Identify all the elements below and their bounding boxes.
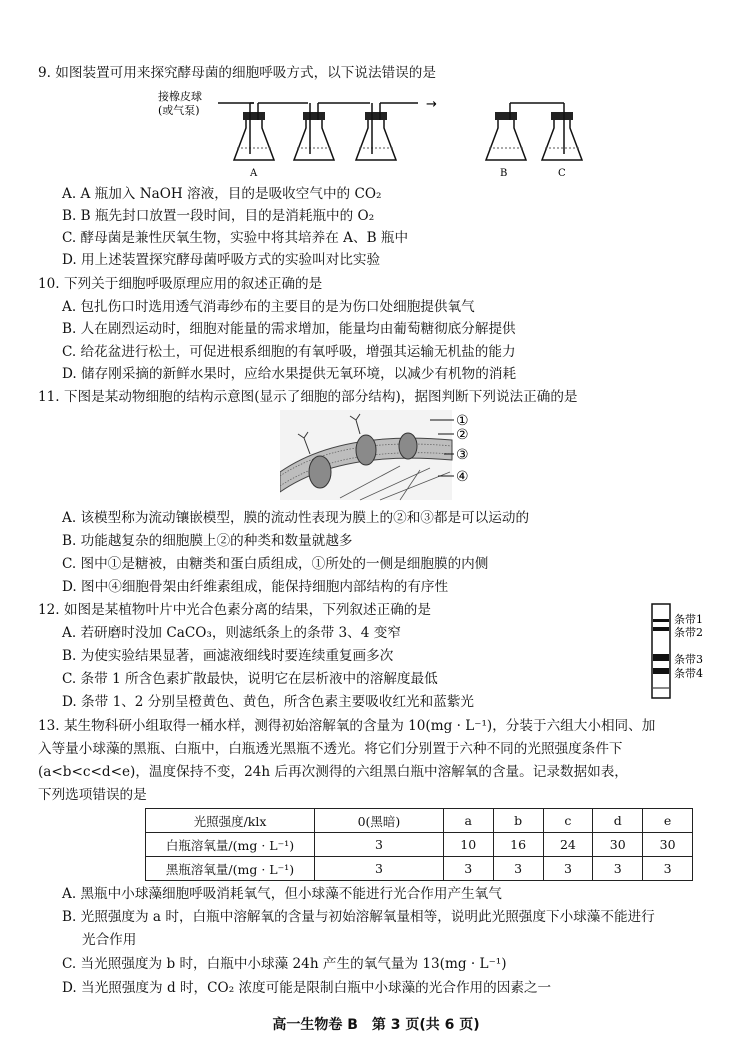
table-header-cell: d [593,809,643,833]
q10-option-b: B. 人在剧烈运动时，细胞对能量的需求增加，能量均由葡萄糖彻底分解提供 [62,321,516,337]
table-header-cell: 光照强度/klx [146,809,315,833]
table-cell: 3 [643,857,693,881]
q12-option-d: D. 条带 1、2 分别呈橙黄色、黄色，所含色素主要吸收红光和蓝紫光 [62,694,475,710]
q10-option-a: A. 包扎伤口时选用透气消毒纱布的主要目的是为伤口处细胞提供氧气 [62,299,475,315]
marker-1: ① [456,413,469,429]
q13-option-b-cont: 光合作用 [82,932,137,948]
fig-label-pump-alt: (或气泵) [158,104,200,117]
band-1-label: 条带1 [674,613,703,626]
band-2-label: 条带2 [674,626,703,639]
marker-2: ② [456,427,469,443]
q11-stem: 11. 下图是某动物细胞的结构示意图(显示了细胞的部分结构)，据图判断下列说法正确的是 [38,389,578,405]
table-header-cell: e [643,809,693,833]
table-cell: 3 [315,833,444,857]
marker-4: ④ [456,469,469,485]
light-oxygen-table [145,808,693,881]
q12-stem: 12. 如图是某植物叶片中光合色素分离的结果，下列叙述正确的是 [38,602,431,618]
fig-label-a: A [250,168,258,179]
table-header-row [146,809,693,833]
q12-option-c: C. 条带 1 所含色素扩散最快，说明它在层析液中的溶解度最低 [62,671,438,687]
q10-option-c: C. 给花盆进行松土，可促进根系细胞的有氧呼吸，增强其运输无机盐的能力 [62,344,516,360]
flask-1 [234,103,274,160]
q10-option-d: D. 储存刚采摘的新鲜水果时，应给水果提供无氧环境，以减少有机物的消耗 [62,366,517,382]
q11-option-a: A. 该模型称为流动镶嵌模型，膜的流动性表现为膜上的②和③都是可以运动的 [62,510,530,526]
q9-option-a: A. A 瓶加入 NaOH 溶液，目的是吸收空气中的 CO₂ [62,186,382,202]
table-cell: 3 [315,857,444,881]
q13-stem-4: 下列选项错误的是 [38,787,147,803]
table-header-cell: 0(黑暗) [315,809,444,833]
arrow-right-icon: → [426,97,437,112]
q9-option-d: D. 用上述装置探究酵母菌呼吸方式的实验叫对比实验 [62,252,381,268]
q12-option-a: A. 若研磨时没加 CaCO₃，则滤纸条上的条带 3、4 变窄 [62,625,401,641]
table-header-cell: a [443,809,493,833]
q9-stem: 9. 如图装置可用来探究酵母菌的细胞呼吸方式，以下说法错误的是 [38,65,436,81]
table-cell: 3 [493,857,543,881]
q13-option-c: C. 当光照强度为 b 时，白瓶中小球藻 24h 产生的氧气量为 13(mg · L⁻¹) [62,956,507,972]
flask-2 [294,103,334,160]
band-4-label: 条带4 [674,667,703,680]
table-cell: 白瓶溶氧量/(mg · L⁻¹) [146,833,315,857]
q13-stem-1: 13. 某生物科研小组取得一桶水样，测得初始溶解氧的含量为 10(mg · L⁻¹)，分装于六组大小相同、加 [38,718,656,734]
fig-label-pump: 接橡皮球 [158,90,202,103]
table-cell: 3 [443,857,493,881]
q9-option-c: C. 酵母菌是兼性厌氧生物，实验中将其培养在 A、B 瓶中 [62,230,409,246]
table-cell: 10 [443,833,493,857]
q13-option-b: B. 光照强度为 a 时，白瓶中溶解氧的含量与初始溶解氧量相等，说明此光照强度下小球藻不能进行 [62,909,655,925]
band-3-label: 条带3 [674,653,703,666]
q12-option-b: B. 为使实验结果显著，画滤液细线时要连续重复画多次 [62,648,394,664]
table-header-cell: c [543,809,593,833]
fig-label-b: B [500,168,508,179]
cell-membrane-figure [280,410,480,502]
table-cell: 30 [643,833,693,857]
q13-option-a: A. 黑瓶中小球藻细胞呼吸消耗氧气，但小球藻不能进行光合作用产生氧气 [62,886,502,902]
q9-option-b: B. B 瓶先封口放置一段时间，目的是消耗瓶中的 O₂ [62,208,375,224]
q13-stem-2: 入等量小球藻的黑瓶、白瓶中，白瓶透光黑瓶不透光。将它们分别置于六种不同的光照强度条件下 [38,741,623,757]
q11-option-b: B. 功能越复杂的细胞膜上②的种类和数量就越多 [62,533,353,549]
flask-c [542,103,582,160]
page-footer: 高一生物卷 B 第 3 页(共 6 页) [272,1017,480,1033]
q13-option-d: D. 当光照强度为 d 时，CO₂ 浓度可能是限制白瓶中小球藻的光合作用的因素之一 [62,980,552,996]
q11-option-c: C. 图中①是糖被，由糖类和蛋白质组成，①所处的一侧是细胞膜的内侧 [62,556,489,572]
table-cell: 16 [493,833,543,857]
marker-3: ③ [456,447,469,463]
flask-3 [356,103,396,160]
yeast-apparatus-figure [150,86,610,180]
table-cell: 黑瓶溶氧量/(mg · L⁻¹) [146,857,315,881]
table-cell: 24 [543,833,593,857]
chromatography-strip-figure [650,602,750,702]
q11-option-d: D. 图中④细胞骨架由纤维素组成，能保持细胞内部结构的有序性 [62,579,449,595]
fig-label-c: C [558,168,566,179]
table-cell: 3 [593,857,643,881]
flask-b [486,103,526,160]
table-header-cell: b [493,809,543,833]
table-cell: 3 [543,857,593,881]
q13-stem-3: (a<b<c<d<e)，温度保持不变，24h 后再次测得的六组黑白瓶中溶解氧的含量。记录数据如表， [38,764,628,780]
table-row [146,857,693,881]
q10-stem: 10. 下列关于细胞呼吸原理应用的叙述正确的是 [38,276,323,292]
table-row [146,833,693,857]
table-cell: 30 [593,833,643,857]
